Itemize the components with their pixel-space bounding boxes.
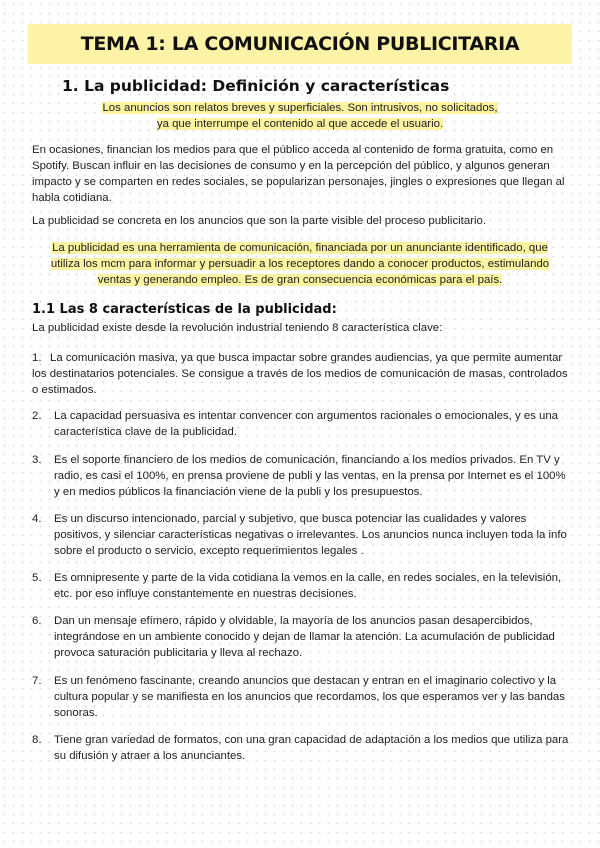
list-item xyxy=(32,732,572,764)
document-title: TEMA 1: LA COMUNICACIÓN PUBLICITARIA xyxy=(80,33,520,55)
list-text: Es omnipresente y parte de la vida cotidiana la vemos en la calle, en redes sociales, en la televisión, etc. por eso influye constantemente en nuestras decisiones. xyxy=(54,572,562,600)
highlight-line-1: Los anuncios son relatos breves y superficiales. Son intrusivos, no solicitados, xyxy=(102,102,498,114)
title-banner xyxy=(28,24,572,64)
section-intro: La publicidad existe desde la revolución industrial teniendo 8 característica clave: xyxy=(32,322,443,334)
list-number: 2. xyxy=(32,410,42,422)
list-item xyxy=(32,570,572,602)
list-text: La comunicación masiva, ya que busca impactar sobre grandes audiencias, ya que permite aumentar los destinatarios potenciales. Se consigue a través de los medios de comunicación de masas, controlados o estimados. xyxy=(32,352,568,396)
paragraph-financing: En ocasiones, financian los medios para que el público acceda al contenido de forma gratuita, como en Spotify. Buscan influir en las decisiones de consumo y en la percepción del público, y algunos generan impacto y se comparten en redes sociales, se popularizan personajes, jingles o expresiones que llegan al habla cotidiana. xyxy=(32,144,565,204)
list-number: 8. xyxy=(32,734,42,746)
list-item xyxy=(32,452,572,500)
paragraph-concrete: La publicidad se concreta en los anuncios que son la parte visible del proceso publicitario. xyxy=(32,215,487,227)
section-heading-1: 1. La publicidad: Definición y características xyxy=(62,77,450,95)
list-item xyxy=(32,673,572,721)
section-heading-1-1: 1.1 Las 8 características de la publicidad: xyxy=(32,302,337,317)
list-number: 4. xyxy=(32,513,42,525)
highlight-publicidad-definition xyxy=(36,240,564,288)
list-number: 3. xyxy=(32,454,42,466)
list-text: Dan un mensaje efímero, rápido y olvidable, la mayoría de los anuncios pasan desapercibidos, integrándose en un ambiente conocido y dejan de llamar la atención. La acumulación de publicidad provoca saturación publicitaria y lleva al rechazo. xyxy=(54,615,555,659)
list-item xyxy=(32,613,572,661)
highlight-definition xyxy=(30,100,570,132)
list-text: Es el soporte financiero de los medios de comunicación, financiando a los medios privados. En TV y radio, es casi el 100%, en prensa proviene de publi y las ventas, en la prensa por Internet es el 100% y en medios públicos la financiación viene de la publi y los presupuestos. xyxy=(54,454,566,498)
list-number: 1. xyxy=(32,352,42,364)
list-text: Es un fenómeno fascinante, creando anuncios que destacan y entran en el imaginario colectivo y la cultura popular y se manifiesta en los anuncios que recordamos, los que esperamos ver y las bandas sonoras. xyxy=(54,675,565,719)
list-text: Es un discurso intencionado, parcial y subjetivo, que busca potenciar las cualidades y valores positivos, y silenciar características negativas o irrelevantes. Los anuncios nunca incluyen toda la info sobre el producto o servicio, excepto requerimientos legales . xyxy=(54,513,567,557)
list-item xyxy=(32,350,572,398)
list-number: 5. xyxy=(32,572,42,584)
list-number: 7. xyxy=(32,675,42,687)
list-number: 6. xyxy=(32,615,42,627)
list-text: La capacidad persuasiva es intentar convencer con argumentos racionales o emocionales, y es una característica clave de la publicidad. xyxy=(54,410,559,438)
highlight-line-2: ya que interrumpe el contenido al que accede el usuario. xyxy=(156,118,444,130)
list-text: Tiene gran variedad de formatos, con una gran capacidad de adaptación a los medios que utiliza para su difusión y atraer a los anunciantes. xyxy=(54,734,569,762)
highlight-text: La publicidad es una herramienta de comunicación, financiada por un anunciante identificado, que utiliza los mcm para informar y persuadir a los receptores dando a conocer productos, estimulando ventas y generando empleo. Es de gran consecuencia económicas para el país. xyxy=(50,242,550,286)
list-item xyxy=(32,408,572,440)
list-item xyxy=(32,511,572,559)
